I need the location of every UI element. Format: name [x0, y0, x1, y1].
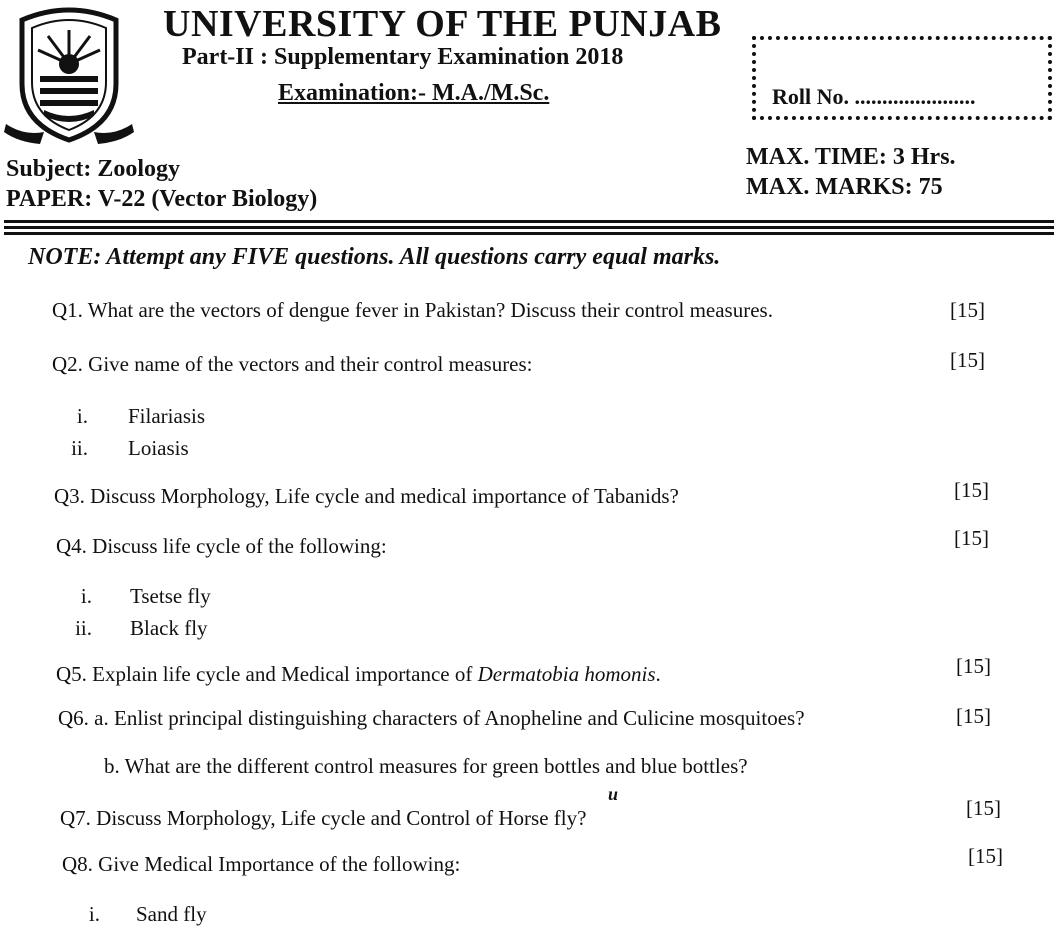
header-divider: [4, 220, 1054, 223]
question-4-item-numeral: ii.: [75, 616, 92, 640]
question-4-item-text: Black fly: [130, 616, 208, 640]
header-divider: [4, 232, 1054, 235]
question-5-prefix: Q5. Explain life cycle and Medical importance of: [56, 662, 478, 686]
question-6a-text: Q6. a. Enlist principal distinguishing characters of Anopheline and Culicine mosquitoes?: [58, 706, 805, 730]
question-5-marks: [15]: [956, 654, 991, 678]
question-4-text: Q4. Discuss life cycle of the following:: [56, 534, 387, 558]
question-2-text: Q2. Give name of the vectors and their control measures:: [52, 352, 533, 376]
question-5-species: Dermatobia homonis: [477, 662, 656, 686]
question-2-item-numeral: i.: [76, 404, 88, 428]
instructions-note: NOTE: Attempt any FIVE questions. All questions carry equal marks.: [28, 244, 721, 270]
question-8-marks: [15]: [968, 844, 1003, 868]
exam-session: Part-II : Supplementary Examination 2018: [182, 44, 624, 70]
max-marks-label: MAX. MARKS: 75: [746, 174, 943, 200]
paper-label: PAPER: V-22 (Vector Biology): [6, 186, 318, 212]
question-8-text: Q8. Give Medical Importance of the following:: [62, 852, 461, 876]
question-1-text: Q1. What are the vectors of dengue fever in Pakistan? Discuss their control measures.: [52, 298, 773, 322]
question-2-marks: [15]: [950, 348, 985, 372]
question-4-item-text: Tsetse fly: [130, 584, 211, 608]
question-3-marks: [15]: [954, 478, 989, 502]
question-6-marks: [15]: [956, 704, 991, 728]
question-2-item-text: Loiasis: [128, 436, 189, 460]
max-time-label: MAX. TIME: 3 Hrs.: [746, 144, 956, 170]
question-4-item-numeral: i.: [80, 584, 92, 608]
question-4-marks: [15]: [954, 526, 989, 550]
question-3-text: Q3. Discuss Morphology, Life cycle and medical importance of Tabanids?: [54, 484, 679, 508]
subject-label: Subject: Zoology: [6, 156, 180, 182]
roll-number-field: Roll No. ......................: [772, 84, 976, 109]
university-name: UNIVERSITY OF THE PUNJAB: [163, 3, 722, 45]
examination-name: Examination:- M.A./M.Sc.: [278, 80, 550, 106]
question-7-marks: [15]: [966, 796, 1001, 820]
question-2-item-numeral: ii.: [71, 436, 88, 460]
university-crest-logo: [4, 6, 134, 146]
question-1-marks: [15]: [950, 298, 985, 322]
question-6b-text: b. What are the different control measures for green bottles and blue bottles?: [104, 754, 748, 778]
question-5-suffix: .: [655, 662, 661, 686]
handwritten-correction: u: [608, 784, 619, 804]
question-5-text: [56, 662, 661, 687]
question-8-item-text: Sand fly: [136, 902, 207, 926]
header-divider: [4, 226, 1054, 229]
question-2-item-text: Filariasis: [128, 404, 205, 428]
question-8-item-numeral: i.: [88, 902, 100, 926]
question-7-text: Q7. Discuss Morphology, Life cycle and Control of Horse fly?: [60, 806, 587, 830]
